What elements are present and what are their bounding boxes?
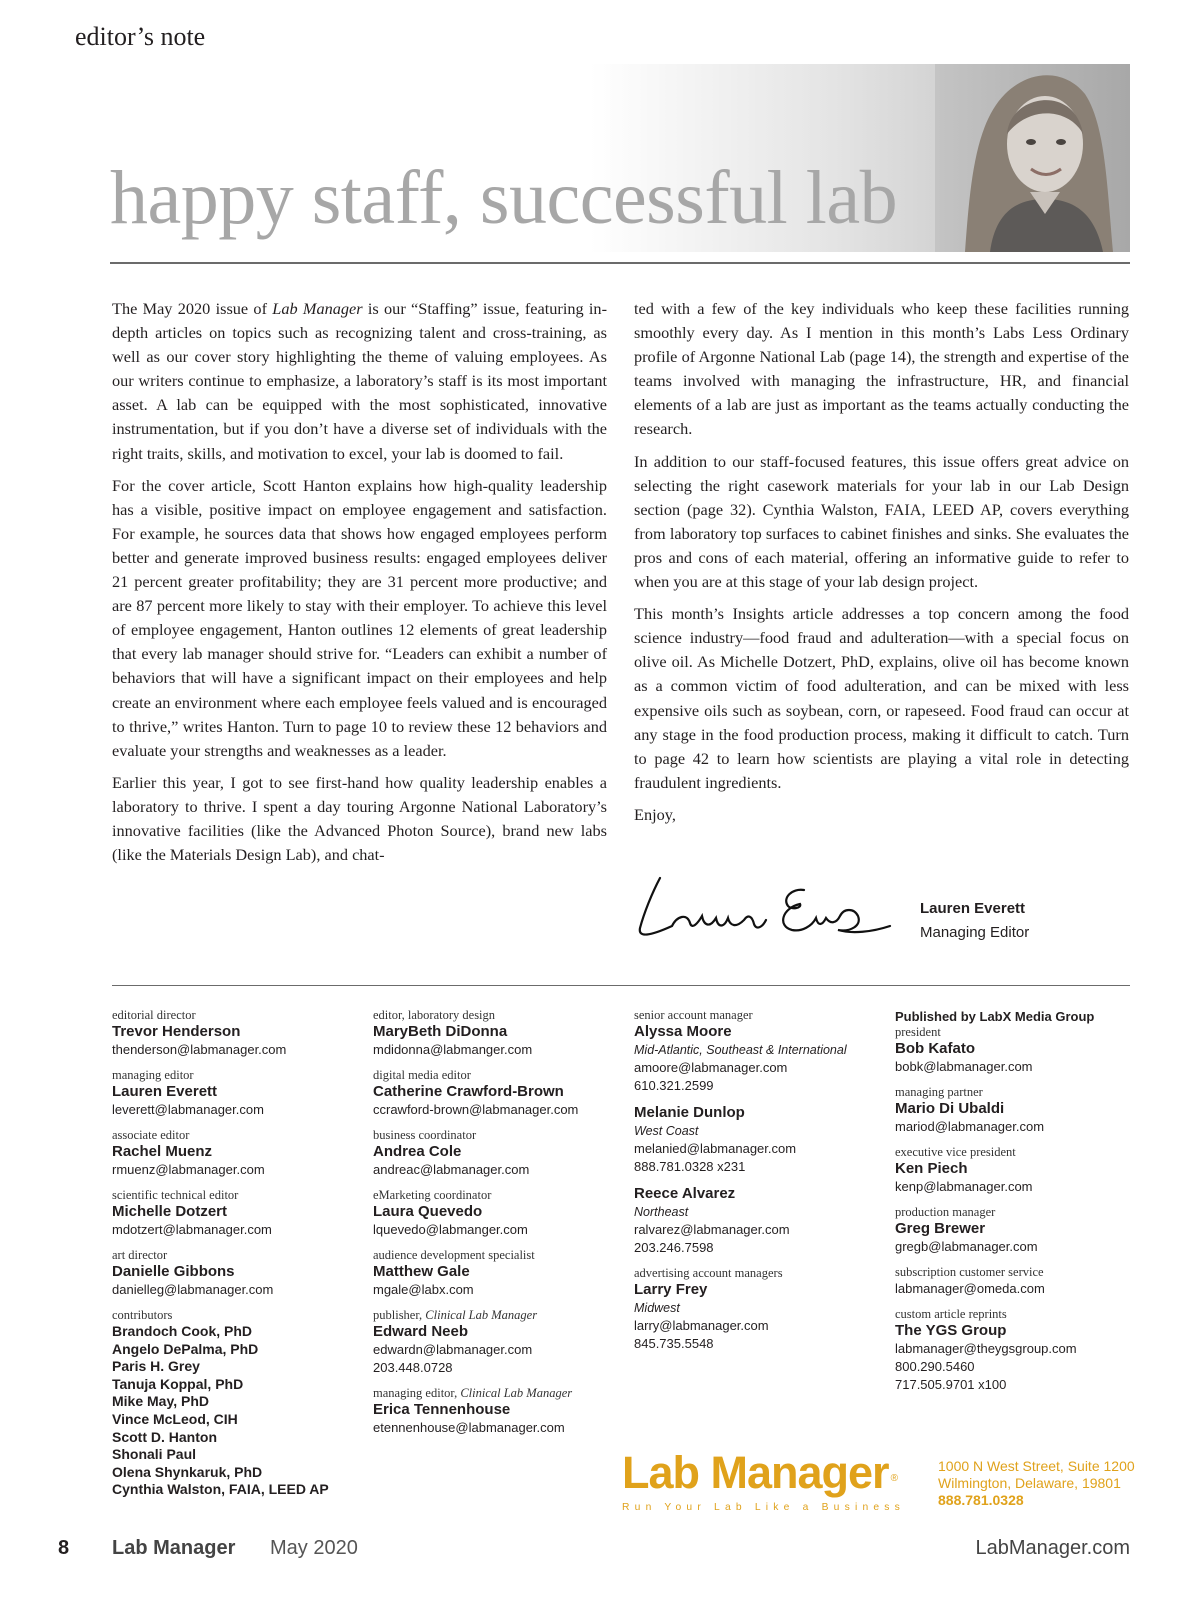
staff-email: etennenhouse@labmanager.com (373, 1420, 565, 1435)
paragraph-text: This month’s Insights article addresses a top concern among the food science industry—food fraud and adulteration—with a special focus on olive oil. As Michelle Dotzert, PhD, explains, olive oil has become known as a common victim of food adulteration, and can be mixed with less expensive oils such as soybean, corn, or rapeseed. Food fraud can occur at any stage in the food production process, making it difficult to catch. Turn to page 42 to learn how scientists are playing a vital role in detecting fraudulent ingredients. (634, 604, 1129, 792)
staff-name: The YGS Group (895, 1322, 1007, 1339)
paragraph-text: Earlier this year, I got to see first-hand how quality leadership enables a laboratory to thrive. I spent a day touring Argonne National Laboratory’s innovative facilities (like the Advanced Photon Source), brand new labs (like the Materials Design Lab), and chat- (112, 772, 607, 865)
staff-phone: 888.781.0328 x231 (634, 1159, 746, 1174)
staff-role: production manager (895, 1205, 996, 1219)
staff-name: Andrea Cole (373, 1143, 462, 1160)
staff-role: editor, laboratory design (373, 1008, 496, 1022)
staff-role: senior account manager (634, 1008, 753, 1022)
staff-entry (373, 1068, 618, 1119)
publication-title: Lab Manager (272, 299, 363, 318)
staff-name: Danielle Gibbons (112, 1263, 235, 1280)
staff-email: bobk@labmanager.com (895, 1059, 1033, 1074)
publisher-address (938, 1458, 1135, 1509)
staff-name: Rachel Muenz (112, 1143, 213, 1160)
staff-role: executive vice president (895, 1145, 1016, 1159)
article-headline: happy staff, successful lab (110, 156, 898, 240)
staff-phone: 800.290.5460 (895, 1359, 975, 1374)
address-phone: 888.781.0328 (938, 1492, 1024, 1508)
article-paragraph (634, 450, 1129, 595)
contributor-name: Vince McLeod, CIH (112, 1410, 238, 1427)
article-column-left (112, 297, 607, 875)
page-number: 8 (58, 1537, 70, 1559)
staff-entry (112, 1008, 357, 1059)
staff-email: andreac@labmanager.com (373, 1162, 530, 1177)
staff-role: editorial director (112, 1008, 196, 1022)
staff-entry (373, 1008, 618, 1059)
staff-email: leverett@labmanager.com (112, 1102, 264, 1117)
article-column-right (634, 297, 1129, 835)
staff-role: associate editor (112, 1128, 190, 1142)
staff-region: West Coast (634, 1124, 699, 1138)
masthead-column-editorial (112, 1008, 357, 1508)
staff-role: managing editor (112, 1068, 194, 1082)
staff-name: Melanie Dunlop (634, 1104, 745, 1121)
staff-role: business coordinator (373, 1128, 477, 1142)
staff-entry (373, 1386, 618, 1437)
role-text: managing editor, (373, 1386, 461, 1400)
contributors-list (112, 1308, 357, 1499)
publisher-line: Published by LabX Media Group (895, 1009, 1095, 1024)
staff-role: digital media editor (373, 1068, 471, 1082)
staff-email: mdidonna@labmanger.com (373, 1042, 533, 1057)
staff-name: Erica Tennenhouse (373, 1401, 511, 1418)
staff-email: mdotzert@labmanager.com (112, 1222, 272, 1237)
staff-phone: 845.735.5548 (634, 1336, 714, 1351)
staff-email: gregb@labmanager.com (895, 1239, 1038, 1254)
staff-name: Michelle Dotzert (112, 1203, 228, 1220)
staff-name: Trevor Henderson (112, 1023, 241, 1040)
staff-name: Larry Frey (634, 1281, 708, 1298)
staff-role: art director (112, 1248, 168, 1262)
staff-role (373, 1386, 618, 1401)
staff-role: advertising account managers (634, 1266, 783, 1280)
contributor-name: Shonali Paul (112, 1446, 197, 1463)
section-label: editor’s note (75, 22, 206, 51)
footer-magazine-name: Lab Manager (112, 1537, 236, 1559)
masthead-column-publisher (895, 1008, 1140, 1403)
contributor-name: Paris H. Grey (112, 1358, 200, 1375)
staff-name: MaryBeth DiDonna (373, 1023, 508, 1040)
contributor-name: Olena Shynkaruk, PhD (112, 1463, 263, 1480)
contributor-name: Angelo DePalma, PhD (112, 1340, 259, 1357)
staff-name: Laura Quevedo (373, 1203, 483, 1220)
staff-entry (634, 1185, 879, 1257)
masthead-column-editorial-2 (373, 1008, 618, 1446)
staff-name: Alyssa Moore (634, 1023, 732, 1040)
editor-portrait-image (935, 64, 1130, 252)
staff-entry (895, 1025, 1140, 1076)
staff-phone: 610.321.2599 (634, 1078, 714, 1093)
role-text: publisher, (373, 1308, 426, 1322)
staff-entry (634, 1104, 879, 1176)
footer-website-link[interactable]: LabManager.com (975, 1537, 1130, 1559)
contributor-name: Tanuja Koppal, PhD (112, 1375, 244, 1392)
staff-entry (373, 1188, 618, 1239)
staff-entry (895, 1307, 1140, 1394)
staff-region: Mid-Atlantic, Southeast & International (634, 1043, 847, 1057)
staff-role: scientific technical editor (112, 1188, 239, 1202)
staff-entry (634, 1266, 879, 1353)
staff-role: contributors (112, 1308, 173, 1322)
staff-phone: 203.246.7598 (634, 1240, 714, 1255)
paragraph-text: The May 2020 issue of Lab Manager is our “Staffing” issue, featuring in-depth articles on topics such as recognizing talent and cross-training, as well as our cover story highlighting the theme of valuing employees. As our writers continue to emphasize, a laboratory’s staff is its most important asset. A lab can be equipped with the most sophisticated, innovative instrumentation, but if you don’t have a diverse set of individuals with the right traits, skills, and motivation to excel, your lab is doomed to fail. (112, 299, 607, 463)
role-publication: Clinical Lab Manager (425, 1308, 538, 1322)
staff-entry (895, 1265, 1140, 1298)
staff-entry (373, 1308, 618, 1377)
staff-email: kenp@labmanager.com (895, 1179, 1033, 1194)
contributor-name: Cynthia Walston, FAIA, LEED AP (112, 1481, 329, 1498)
staff-name: Matthew Gale (373, 1263, 470, 1280)
staff-name: Mario Di Ubaldi (895, 1100, 1005, 1117)
staff-name: Reece Alvarez (634, 1185, 736, 1202)
article-paragraph (634, 297, 1129, 442)
staff-entry (895, 1205, 1140, 1256)
masthead-divider (112, 985, 1130, 986)
staff-name: Lauren Everett (112, 1083, 218, 1100)
staff-email: labmanager@omeda.com (895, 1281, 1045, 1296)
handwritten-signature (632, 868, 897, 948)
staff-email: rmuenz@labmanager.com (112, 1162, 265, 1177)
masthead-column-sales (634, 1008, 879, 1362)
article-paragraph (634, 602, 1129, 795)
article-paragraph (112, 771, 607, 867)
staff-email: amoore@labmanager.com (634, 1060, 788, 1075)
contributor-name: Brandoch Cook, PhD (112, 1323, 253, 1339)
staff-role: president (895, 1025, 941, 1039)
staff-role: audience development specialist (373, 1248, 535, 1262)
staff-phone: 203.448.0728 (373, 1360, 453, 1375)
staff-role (373, 1308, 618, 1323)
address-line: Wilmington, Delaware, 19801 (938, 1475, 1121, 1491)
article-paragraph (112, 297, 607, 466)
logo-wordmark (622, 1447, 922, 1502)
staff-email: lquevedo@labmanger.com (373, 1222, 528, 1237)
staff-email: melanied@labmanager.com (634, 1141, 797, 1156)
staff-email: edwardn@labmanager.com (373, 1342, 533, 1357)
staff-email: thenderson@labmanager.com (112, 1042, 287, 1057)
staff-entry (373, 1248, 618, 1299)
staff-entry (895, 1085, 1140, 1136)
staff-role: custom article reprints (895, 1307, 1007, 1321)
staff-email: mgale@labx.com (373, 1282, 474, 1297)
staff-email: larry@labmanager.com (634, 1318, 769, 1333)
article-paragraph (112, 474, 607, 763)
staff-email: ralvarez@labmanager.com (634, 1222, 790, 1237)
staff-entry (373, 1128, 618, 1179)
staff-phone: 717.505.9701 x100 (895, 1377, 1007, 1392)
staff-entry (112, 1248, 357, 1299)
staff-entry (895, 1145, 1140, 1196)
staff-email: ccrawford-brown@labmanager.com (373, 1102, 579, 1117)
staff-name: Greg Brewer (895, 1220, 986, 1237)
sign-off-text: Enjoy, (634, 804, 676, 824)
staff-role: eMarketing coordinator (373, 1188, 492, 1202)
staff-name: Ken Piech (895, 1160, 968, 1177)
staff-name: Bob Kafato (895, 1040, 975, 1057)
staff-entry (634, 1008, 879, 1095)
staff-entry (112, 1068, 357, 1119)
role-publication: Clinical Lab Manager (460, 1386, 573, 1400)
staff-entry (112, 1188, 357, 1239)
signature-name: Lauren Everett (920, 900, 1026, 917)
lab-manager-logo (622, 1447, 922, 1513)
staff-entry (112, 1128, 357, 1179)
registered-mark-icon: ® (890, 1473, 898, 1484)
footer-issue-date: May 2020 (270, 1537, 358, 1559)
contributor-name: Mike May, PhD (112, 1393, 209, 1410)
staff-email: danielleg@labmanager.com (112, 1282, 274, 1297)
paragraph-text: For the cover article, Scott Hanton explains how high-quality leadership has a visible, positive impact on employee engagement and satisfaction. For example, he sources data that shows how engaged employees perform better and generate improved business results: engaged employees deliver 21 percent greater profitability; they are 31 percent more productive; and are 87 percent more likely to stay with their employer. To achieve this level of employee engagement, Hanton outlines 12 elements of great leadership that every lab manager should strive for. “Leaders can exhibit a number of behaviors that will have a significant impact on their employees and help create an environment where each employee feels valued and is encouraged to thrive,” writes Hanton. Turn to page 10 to review these 12 behaviors and evaluate your strengths and weaknesses as a leader. (112, 475, 607, 760)
staff-name: Edward Neeb (373, 1323, 469, 1340)
staff-region: Midwest (634, 1301, 680, 1315)
address-line: 1000 N West Street, Suite 1200 (938, 1458, 1135, 1474)
sign-off (634, 803, 1129, 827)
staff-name: Catherine Crawford-Brown (373, 1083, 564, 1100)
staff-role: subscription customer service (895, 1265, 1044, 1279)
staff-role: managing partner (895, 1085, 983, 1099)
logo-text: Lab Manager (622, 1447, 889, 1498)
staff-region: Northeast (634, 1205, 689, 1219)
logo-tagline: Run Your Lab Like a Business (622, 1502, 905, 1513)
contributor-name: Scott D. Hanton (112, 1428, 217, 1445)
staff-email: labmanager@theygsgroup.com (895, 1341, 1077, 1356)
paragraph-text: ted with a few of the key individuals who keep these facilities running smoothly every day. As I mention in this month’s Labs Less Ordinary profile of Argonne National Lab (page 14), the strength and expertise of the teams involved with managing the infrastructure, HR, and financial elements of a lab are just as important as the teams actually conducting the research. (634, 299, 1129, 439)
staff-email: mariod@labmanager.com (895, 1119, 1045, 1134)
paragraph-text: In addition to our staff-focused features, this issue offers great advice on selecting the right casework materials for your lab in our Lab Design section (page 32). Cynthia Walston, FAIA, LEED AP, covers everything from laboratory top surfaces to cabinet finishes and sinks. She evaluates the pros and cons of each material, offering an informative guide to refer to when you are at this stage of your lab design project. (634, 451, 1129, 592)
signature-title: Managing Editor (920, 924, 1030, 941)
headline-divider (110, 262, 1130, 264)
